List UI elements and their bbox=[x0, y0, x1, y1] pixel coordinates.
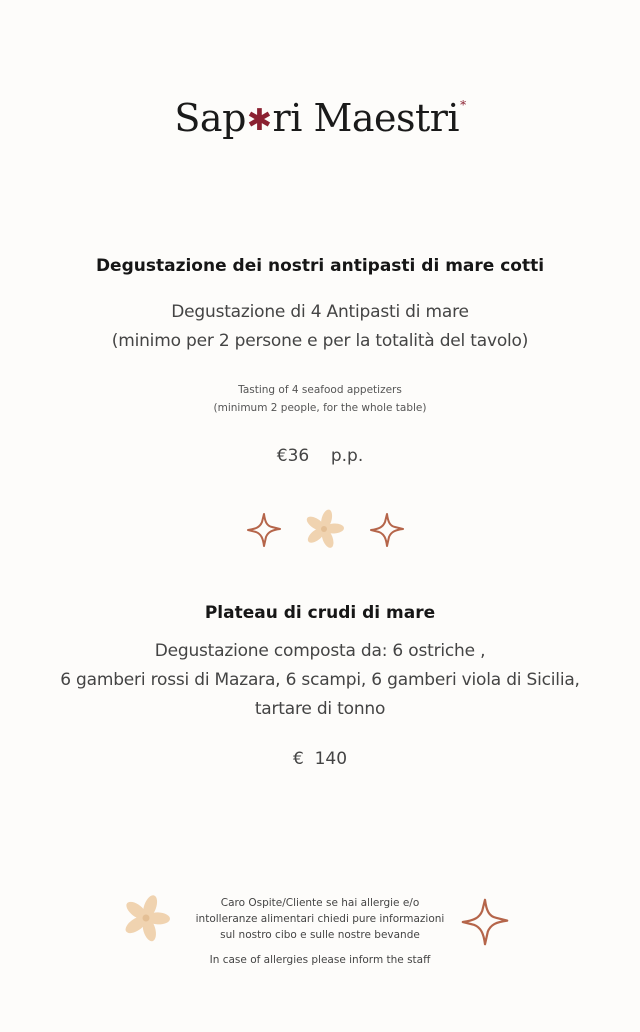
allergy-it-line1: Caro Ospite/Cliente se hai allergie e/o bbox=[220, 897, 420, 909]
flower-ornament-icon bbox=[303, 509, 345, 549]
section1-price: €36 p.p. bbox=[276, 446, 364, 466]
brand-star-icon: ✱ bbox=[246, 103, 272, 138]
section1-desc-en-line1: Tasting of 4 seafood appetizers bbox=[238, 384, 402, 396]
section1-desc-it bbox=[0, 298, 640, 356]
cross-ornament-icon bbox=[460, 896, 510, 948]
section1-desc-it-line2: (minimo per 2 persone e per la totalità del tavolo) bbox=[111, 331, 529, 351]
brand-name-part1: Sap bbox=[174, 96, 246, 140]
cross-ornament-icon bbox=[369, 512, 405, 548]
allergy-it-line2: intolleranze alimentari chiedi pure informazioni bbox=[195, 913, 445, 925]
section2-title: Plateau di crudi di mare bbox=[204, 603, 436, 623]
section2-price: € 140 bbox=[292, 749, 348, 769]
brand-asterisk: * bbox=[460, 98, 466, 112]
allergy-notice-it bbox=[0, 895, 640, 943]
section2-desc-line1: Degustazione composta da: 6 ostriche , bbox=[154, 641, 486, 661]
allergy-it-line3: sul nostro cibo e sulle nostre bevande bbox=[220, 929, 420, 941]
section2-desc-line2: 6 gamberi rossi di Mazara, 6 scampi, 6 gamberi viola di Sicilia, bbox=[60, 670, 580, 690]
brand-logo bbox=[0, 92, 640, 153]
section1-desc-it-line1: Degustazione di 4 Antipasti di mare bbox=[171, 302, 469, 322]
cross-ornament-icon bbox=[246, 512, 282, 548]
section1-title: Degustazione dei nostri antipasti di mare cotti bbox=[95, 256, 545, 276]
section2-desc-line3: tartare di tonno bbox=[254, 699, 386, 719]
section2-desc bbox=[0, 637, 640, 724]
allergy-notice-en: In case of allergies please inform the staff bbox=[209, 954, 431, 966]
section1-desc-en bbox=[0, 381, 640, 417]
brand-name-part2: ri Maestri bbox=[272, 96, 460, 140]
section1-desc-en-line2: (minimum 2 people, for the whole table) bbox=[213, 402, 427, 414]
